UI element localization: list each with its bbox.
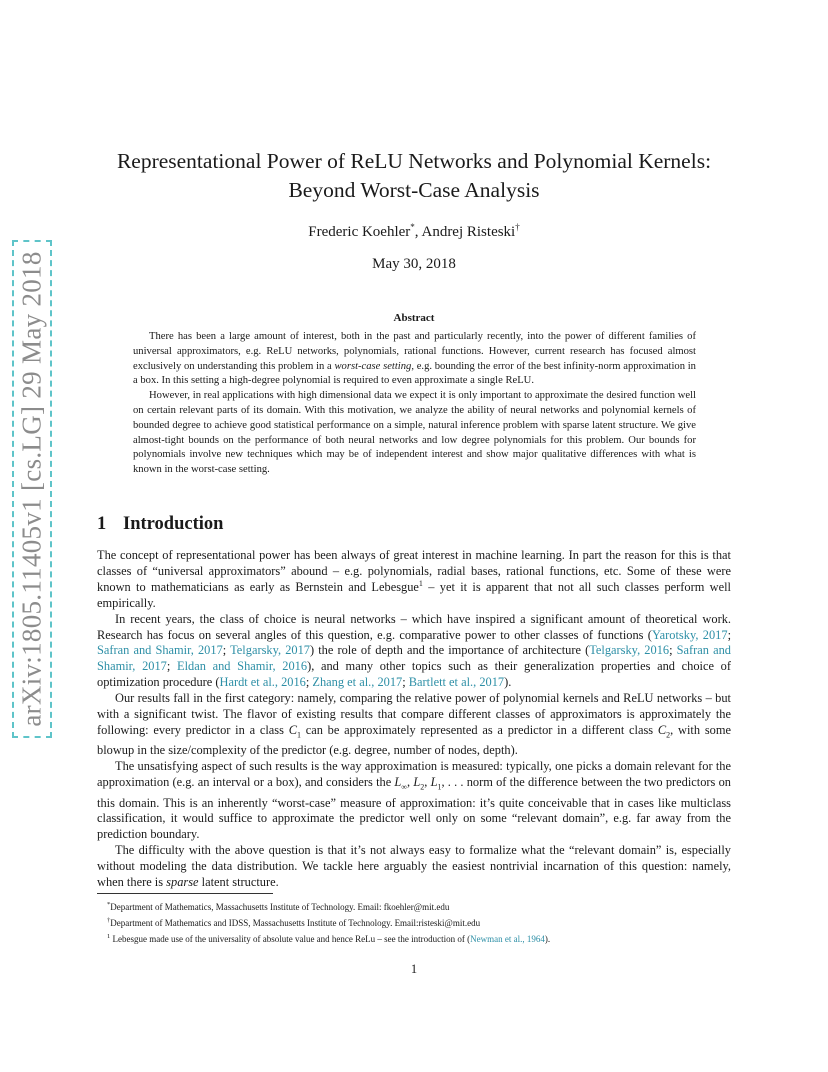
text-run: ; <box>305 675 313 690</box>
citation-link[interactable]: Newman et al., 1964 <box>470 934 545 945</box>
section-number: 1 <box>97 514 107 534</box>
paper-title: Representational Power of ReLU Networks and Polynomial Kernels: Beyond Worst-Case Analysis <box>116 149 712 202</box>
text-run: In recent years, the class of choice is neural networks – which have inspired a significant amount of theoretical work. Research has focus on several angles of this question, e.g. comparative power to other classes of functions ( <box>97 611 731 642</box>
text-run: , with some blowup in the size/complexity of the predictor (e.g. degree, number of nodes, depth). <box>97 722 731 758</box>
abstract-body <box>133 330 696 478</box>
emphasis: worst-case setting <box>334 360 412 372</box>
text-run: ; <box>222 643 231 658</box>
citation-link[interactable]: Telgarsky, 2016 <box>589 643 670 658</box>
text-run: ; <box>727 627 732 642</box>
body-paragraph <box>97 759 731 843</box>
citation-link[interactable]: Telgarsky, 2017 <box>230 643 310 658</box>
abstract-paragraph <box>133 330 696 389</box>
citation-link[interactable]: Yarotsky, 2017 <box>651 627 728 642</box>
author-footnote-mark[interactable]: † <box>515 222 520 232</box>
text-run: ; <box>402 675 409 690</box>
text-run: latent structure. <box>198 875 279 890</box>
math-class-c2: $C_2$ <box>657 722 671 740</box>
math-norms: $L_\infty$, $L_2$, $L_1$, . . . <box>394 775 464 792</box>
text-run: , e.g. bounding the error of the best infinity-norm approximation in a box. In this setting a high-degree polynomial is required to even approximate a single ReLU. <box>133 360 696 387</box>
body-paragraph <box>97 691 731 759</box>
text-run: The unsatisfying aspect of such results is the way approximation is measured: typically, one picks a domain relevant for the approximation (e.g. an interval or a box), and considers the <box>97 759 731 790</box>
text-run: There has been a large amount of interest, both in the past and particularly recently, into the power of different families of universal approximators, e.g. ReLU networks, polynomials, rational functions. However, current research has focused almost exclusively on understanding this problem in a <box>133 331 696 372</box>
body-paragraph <box>97 843 731 891</box>
body-paragraph <box>97 548 731 612</box>
author-footnote-mark[interactable]: * <box>410 222 415 232</box>
citation-link[interactable]: Zhang et al., 2017 <box>312 675 403 690</box>
emphasis: sparse <box>166 875 199 890</box>
math-class-c1: $C_1$ <box>288 722 301 740</box>
text-run: ; <box>166 659 178 674</box>
footnote: †Department of Mathematics and IDSS, Massachusetts Institute of Technology. Email:risteski@mit.edu <box>107 917 481 929</box>
footnote-mark[interactable]: 1 <box>418 578 423 588</box>
citation-link[interactable]: Hardt et al., 2016 <box>219 675 306 690</box>
section-title: Introduction <box>123 514 224 534</box>
footnotes <box>97 898 731 947</box>
text-run: ) the role of depth and the importance of architecture ( <box>309 643 590 658</box>
section-heading <box>97 514 223 535</box>
author-line <box>96 222 732 241</box>
footnote-rule <box>97 893 273 894</box>
body-text <box>97 548 731 891</box>
text-run: The difficulty with the above question is that it’s not always easy to formalize what the “relevant domain” is, especially without modeling the data distribution. We tackle here arguably the easiest nontrivial incarnation of this question: namely, when there is <box>97 843 731 890</box>
page-number: 1 <box>410 962 418 976</box>
author-name: Frederic Koehler <box>308 224 411 240</box>
arxiv-identifier: arXiv:1805.11405v1 [cs.LG] 29 May 2018 <box>16 251 47 727</box>
body-paragraph <box>97 612 731 692</box>
text-run: can be approximately represented as a predictor in a different class <box>300 722 658 737</box>
citation-link[interactable]: Bartlett et al., 2017 <box>408 675 505 690</box>
text-run: ; <box>669 643 677 658</box>
text-run: ). <box>504 675 512 690</box>
abstract-paragraph: However, in real applications with high dimensional data we expect it is only important to approximate the desired function well on certain relevant parts of its domain. With this motivation, we analyze the ability of neural networks and polynomial kernels of bounded degree to achieve good statistical performance on a simple, natural inference problem with sparse latent structure. We give almost-tight bounds on the performance of both neural networks and low degree polynomials for this problem. Our bounds for polynomials involve new techniques which may be of independent interest and show major qualitative differences with what is known in the worst-case setting. <box>133 390 696 476</box>
footnote: $^1$ Lebesgue made use of the universality of absolute value and hence ReLu – see the introduction of (Newman et al., 1964). <box>107 933 551 945</box>
text-run: norm of the difference between the two predictors on this domain. This is an inherently “worst-case” measure of approximation: it’s quite conceivable that in cases like multiclass classification, it would suffice to approximate the predictor well only on some “relevant domain”, e.g. far away from the prediction boundary. <box>97 775 731 842</box>
text-run: Our results fall in the first category: namely, comparing the relative power of polynomial kernels and ReLU networks – but with a significant twist. The flavor of existing results that compare different classes of approximators is approximately the following: every predictor in a class <box>97 691 731 737</box>
footnote: *Department of Mathematics, Massachusetts Institute of Technology. Email: fkoehler@mit.edu <box>107 901 450 912</box>
citation-link[interactable]: Eldan and Shamir, 2016 <box>177 659 308 674</box>
text-run: The concept of representational power has been always of great interest in machine learning. In part the reason for this is that classes of “universal approximators” abound – e.g. polynomials, radial bases, rational functions, etc. Some of these were known to mathematicians as early as Bernstein and Lebesgue <box>97 548 731 594</box>
text-run: ), and many other topics such as their generalization properties and choice of optimization procedure ( <box>97 659 732 690</box>
citation-link[interactable]: Safran and Shamir, 2017 <box>97 643 731 674</box>
author-name: Andrej Risteski <box>421 224 516 240</box>
abstract-heading: Abstract <box>393 312 435 324</box>
paper-date: May 30, 2018 <box>372 256 456 272</box>
citation-link[interactable]: Safran and Shamir, 2017 <box>97 643 223 658</box>
author-separator: , <box>414 224 422 240</box>
text-run: – yet it is apparent that not all such classes perform well empirically. <box>97 579 732 610</box>
arxiv-sidebar-stamp <box>12 240 52 738</box>
